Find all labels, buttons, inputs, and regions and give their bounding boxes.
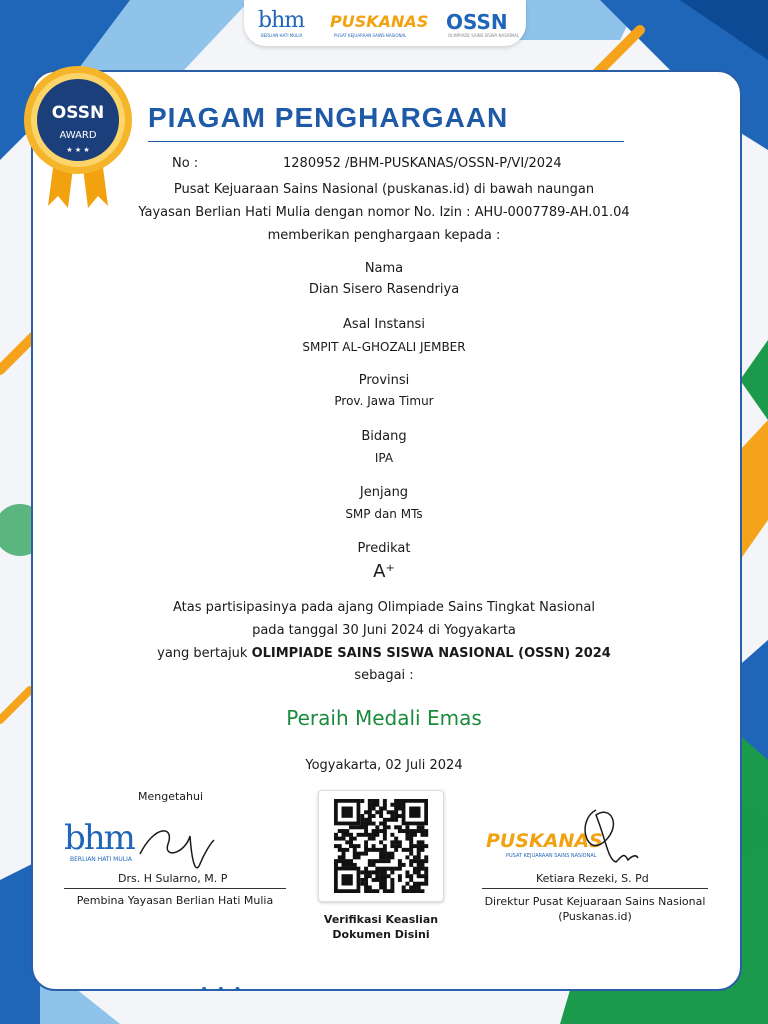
participation-line-3-prefix: yang bertajuk bbox=[157, 646, 252, 661]
intro-line-2: Yayasan Berlian Hati Mulia dengan nomor No. Izin : AHU-0007789-AH.01.04 bbox=[138, 205, 630, 220]
bhm-signature-logo-subtitle: BERLIAN HATI MULIA bbox=[70, 856, 132, 863]
field-value-predicate: A⁺ bbox=[373, 561, 395, 582]
field-label-name: Nama bbox=[364, 261, 404, 276]
certificate-number-label: No : bbox=[172, 156, 199, 171]
verification-caption-line-1: Verifikasi Keaslian bbox=[323, 913, 439, 926]
verification-caption bbox=[308, 912, 454, 942]
svg-text:★ ★ ★: ★ ★ ★ bbox=[66, 146, 90, 154]
qr-code-icon bbox=[332, 799, 430, 893]
verification-qr-code[interactable] bbox=[318, 790, 444, 902]
right-signature-icon bbox=[566, 800, 646, 880]
field-value-field: IPA bbox=[374, 451, 394, 465]
verification-caption-line-2: Dokumen Disini bbox=[332, 928, 430, 941]
footer-dots: • • • bbox=[200, 982, 244, 998]
field-label-field: Bidang bbox=[361, 429, 407, 444]
bhm-logo: bhm bbox=[258, 8, 305, 33]
field-value-institution: SMPIT AL-GHOZALI JEMBER bbox=[302, 340, 466, 354]
participation-line-3 bbox=[0, 646, 768, 661]
ossn-logo-subtitle: OLIMPIADE SAINS SISWA NASIONAL bbox=[448, 33, 520, 38]
puskanas-signature-logo: PUSKANAS bbox=[486, 830, 603, 852]
ossn-logo: OSSN bbox=[446, 10, 508, 34]
field-label-predicate: Predikat bbox=[357, 541, 411, 556]
intro-line-3: memberikan penghargaan kepada : bbox=[267, 228, 501, 243]
right-signer-role bbox=[472, 894, 718, 924]
field-label-province: Provinsi bbox=[358, 373, 410, 388]
participation-line-4: sebagai : bbox=[354, 668, 414, 683]
puskanas-logo-subtitle: PUSAT KEJUARAAN SAINS NASIONAL bbox=[334, 33, 407, 38]
field-value-level: SMP dan MTs bbox=[345, 507, 423, 521]
right-signature-line bbox=[482, 888, 708, 889]
certificate-number-value: 1280952 /BHM-PUSKANAS/OSSN-P/VI/2024 bbox=[283, 156, 562, 171]
right-signer-role-line-2: (Puskanas.id) bbox=[558, 910, 632, 923]
puskanas-signature-logo-subtitle: PUSAT KEJUARAAN SAINS NASIONAL bbox=[506, 853, 597, 859]
right-signer-role-line-1: Direktur Pusat Kejuaraan Sains Nasional bbox=[484, 895, 706, 908]
left-signer-name: Drs. H Sularno, M. P bbox=[118, 872, 228, 885]
field-value-province: Prov. Jawa Timur bbox=[334, 394, 434, 408]
participation-line-1: Atas partisipasinya pada ajang Olimpiade Sains Tingkat Nasional bbox=[173, 600, 595, 615]
puskanas-logo: PUSKANAS bbox=[330, 12, 429, 31]
field-label-level: Jenjang bbox=[359, 485, 409, 500]
intro-line-1: Pusat Kejuaraan Sains Nasional (puskanas.id) di bawah naungan bbox=[173, 182, 595, 197]
badge-top-text: OSSN bbox=[51, 103, 105, 123]
award-title: Peraih Medali Emas bbox=[286, 706, 482, 730]
event-name: OLIMPIADE SAINS SISWA NASIONAL (OSSN) 2024 bbox=[251, 646, 611, 661]
place-date: Yogyakarta, 02 Juli 2024 bbox=[305, 758, 463, 773]
certificate-title: PIAGAM PENGHARGAAN bbox=[148, 102, 509, 133]
participation-line-2: pada tanggal 30 Juni 2024 di Yogyakarta bbox=[252, 623, 516, 638]
left-signer-role: Pembina Yayasan Berlian Hati Mulia bbox=[76, 894, 274, 907]
bhm-signature-logo: bhm bbox=[64, 818, 134, 858]
right-signer-name: Ketiara Rezeki, S. Pd bbox=[536, 872, 649, 885]
bhm-logo-subtitle: BERLIAN HATI MULIA bbox=[261, 33, 303, 38]
left-signature-line bbox=[64, 888, 286, 889]
acknowledged-label: Mengetahui bbox=[138, 790, 204, 803]
field-label-institution: Asal Instansi bbox=[343, 317, 425, 332]
badge-bottom-text: AWARD bbox=[59, 130, 97, 141]
title-underline bbox=[148, 141, 624, 142]
field-value-name: Dian Sisero Rasendriya bbox=[308, 282, 460, 297]
